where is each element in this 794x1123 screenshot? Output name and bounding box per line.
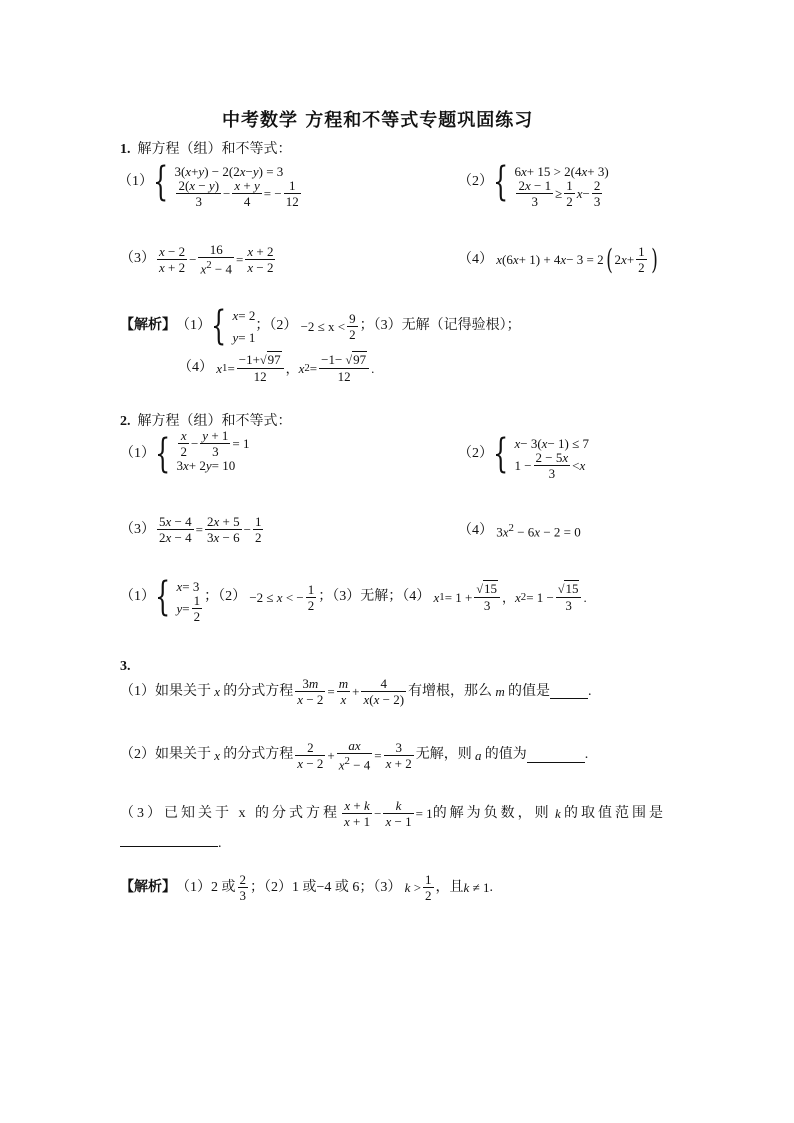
answer-blank[interactable] bbox=[550, 684, 588, 699]
q2-part2: （2） { x − 3( x − 1) ≤ 7 1 − $\frac{2 - 5x}{3}$ < x bbox=[458, 431, 589, 481]
q1-part4: （4） x (6 x + 1) + 4 x − 3 = 2 ( 2 x + $\frac{1}{2}$ ) bbox=[458, 242, 658, 276]
brace-icon: { bbox=[493, 159, 509, 205]
brace-icon: { bbox=[153, 159, 169, 205]
q3-header: 3. bbox=[120, 659, 131, 674]
answer-blank[interactable] bbox=[527, 748, 585, 763]
answer-blank[interactable] bbox=[120, 834, 218, 847]
q2-part1: （1） { $\frac{x}{2}$ − $\frac{y + 1}{3}$ = 1 3 x + 2 y = 10 bbox=[120, 427, 250, 477]
q1-part2: （2） { 6 x + 15 > 2(4 x + 3) $\frac{2x - 1}{3}$ ≥ $\frac{1}{2}$ x − $\frac{2}{3}$ bbox=[458, 159, 609, 209]
q3-sub1: （1）如果关于 x 的分式方程 $\frac{3m}{x - 2}$ = $\frac{m}{x}$ + $\frac{4}{x(x - 2)}$ 有增根，那么 m 的值是 . bbox=[120, 676, 592, 707]
q2-part3: （3） $\frac{5x - 4}{2x - 4}$ = $\frac{2x + 5}{3x - 6}$ − $\frac{1}{2}$ bbox=[120, 514, 262, 545]
q3-sub3: （3）已知关于 x 的分式方程 $\frac{x + k}{x + 1}$ − $\frac{k}{x - 1}$ = 1 的解为负数，则 k 的取值范围是 bbox=[120, 798, 666, 829]
q2-part4: （4） $3x^2 - 6x - 2 = 0$ bbox=[458, 522, 581, 540]
q1-answer: 【解析】 （1） { x = 2 y = 1 ；（2） −2 ≤ x < $\frac{9}{2}$ ；（3）无解（记得验根）； bbox=[120, 303, 521, 349]
q1-header: 1. 解方程（组）和不等式： bbox=[120, 142, 292, 157]
q1-part3: （3） $\frac{x - 2}{x + 2}$ − $\frac{16}{x^2 - 4}$ = $\frac{x + 2}{x - 2}$ bbox=[120, 242, 274, 277]
q3-sub2: （2）如果关于 x 的分式方程 $\frac{2}{x - 2}$ + $\frac{ax}{x^2 - 4}$ = $\frac{3}{x + 2}$ 无解，则 a 的值为 . bbox=[120, 738, 589, 773]
q1-part1: （1） { 3( x + y ) − 2(2 x − y ) = 3 $\frac{2(x - y)}{3}$ − $\frac{x + y}{4}$ = − $\frac{1}{12}$ bbox=[118, 159, 299, 209]
q3-answer: 【解析】 （1）2 或 $\frac{2}{3}$ ；（2）1 或−4 或 6；（3） k > $\frac{1}{2}$ ，且 k ≠ 1 . bbox=[120, 872, 493, 903]
q1-answer-part4: （4） x 1 = $\frac{-1+√97}{12}$ ， x 2 = $\frac{-1- √97}{12}$ . bbox=[178, 352, 375, 384]
brace-icon: { bbox=[493, 431, 509, 477]
q2-answer: （1） { x = 3 y = $\frac{1}{2}$ ；（2） −2 ≤ x < − $\frac{1}{2}$ ；（3）无解；（4） x 1 = 1 + $\frac{√15}{3}$ ， x 2 = 1 − $\frac{√15}{3}$ . bbox=[120, 574, 587, 624]
page-title: 中考数学 方程和不等式专题巩固练习 bbox=[222, 110, 534, 131]
brace-icon: { bbox=[211, 303, 227, 349]
q3-sub3-blank: . bbox=[120, 834, 222, 851]
brace-icon: { bbox=[155, 574, 171, 620]
q2-header: 2. 解方程（组）和不等式： bbox=[120, 414, 292, 429]
brace-icon: { bbox=[155, 431, 171, 477]
